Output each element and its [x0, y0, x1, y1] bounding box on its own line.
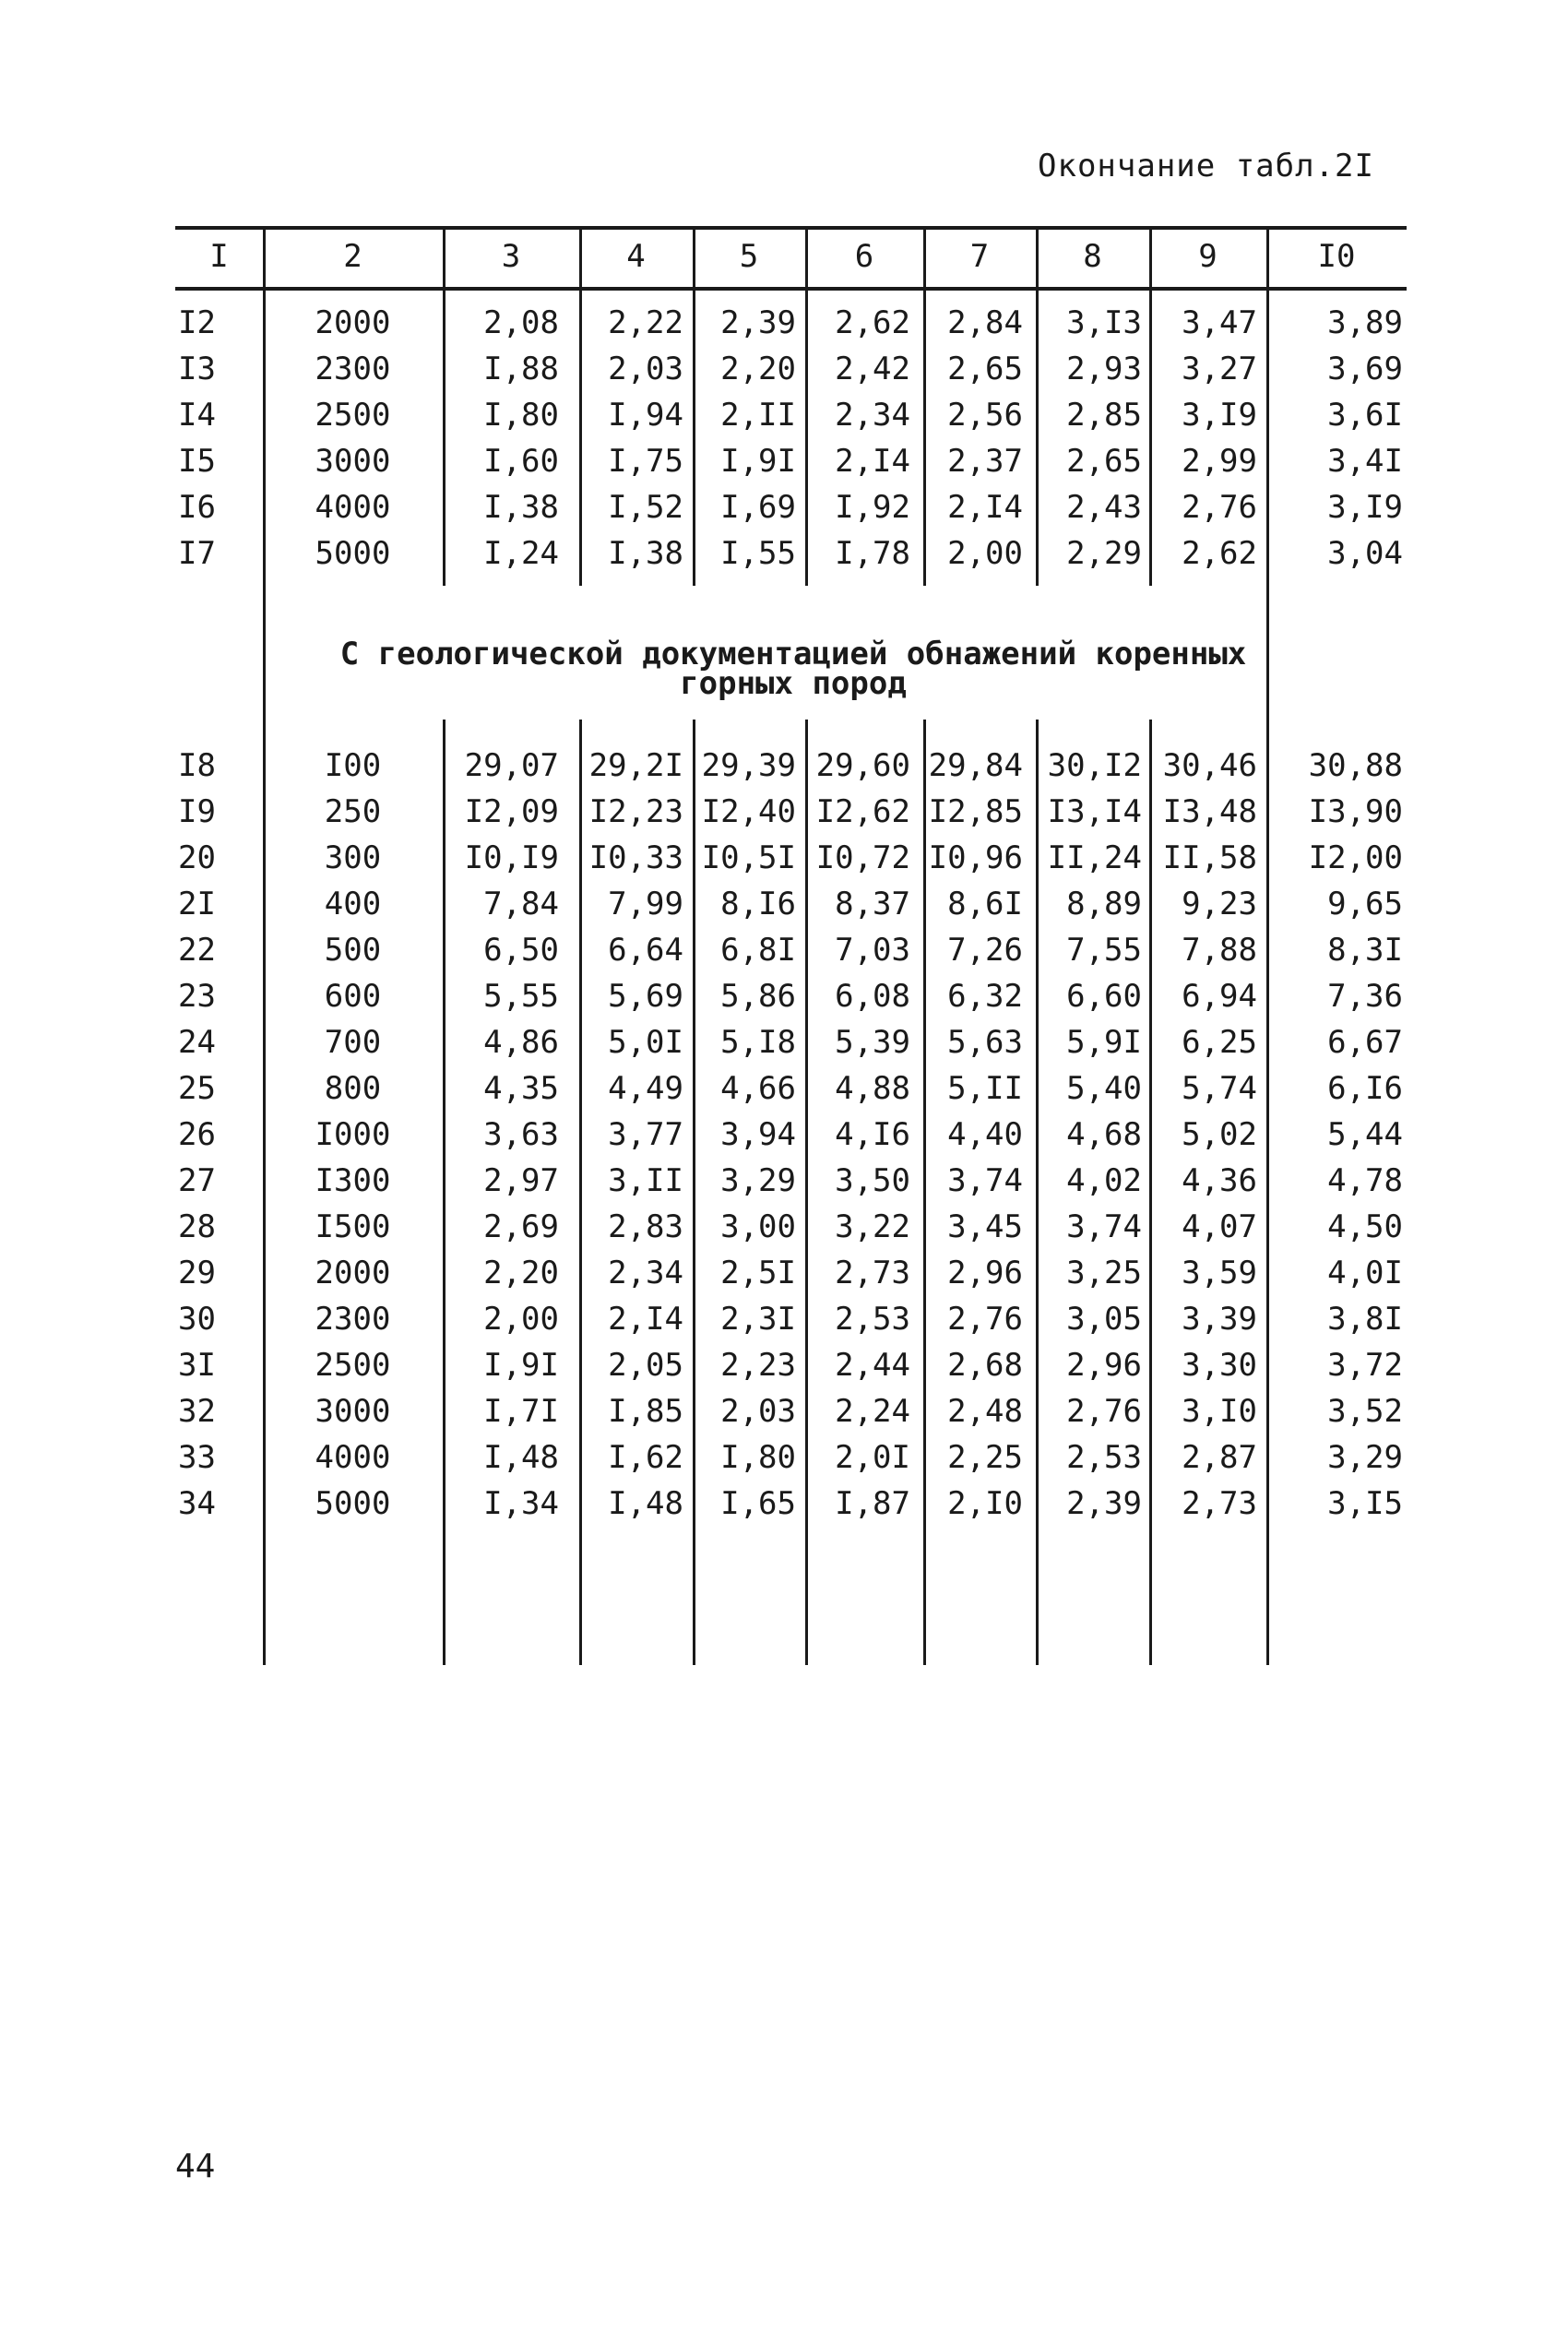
table-cell: 2,97: [483, 1162, 559, 1199]
table-cell: 6,8I: [720, 932, 796, 969]
column-header: 7: [969, 238, 990, 275]
table-cell: I,9I: [483, 1347, 559, 1384]
table-row: [175, 1158, 1407, 1204]
table-cell: 6,67: [1327, 1024, 1403, 1061]
table-cell: 8,I6: [720, 886, 796, 922]
table-cell: 30,I2: [1047, 747, 1142, 784]
table-cell: 2,43: [1066, 489, 1142, 526]
table-caption: Окончание табл.2I: [1038, 148, 1374, 184]
table-cell: 8,89: [1066, 886, 1142, 922]
table-cell: 2,65: [1066, 443, 1142, 480]
table-cell: 3,72: [1327, 1347, 1403, 1384]
table-cell: I,88: [483, 351, 559, 387]
table-cell: 3I: [178, 1347, 216, 1384]
table-cell: 4,49: [608, 1070, 683, 1107]
table-cell: 3,I3: [1066, 304, 1142, 341]
table-cell: I,87: [835, 1485, 910, 1522]
table-cell: I,38: [608, 535, 683, 572]
table-cell: 4,02: [1066, 1162, 1142, 1199]
table-cell: I3: [178, 351, 216, 387]
table-header: [175, 233, 1407, 280]
table-cell: I2,09: [464, 793, 559, 830]
table-cell: 2,20: [720, 351, 796, 387]
column-header: 4: [626, 238, 646, 275]
table-row: [175, 1481, 1407, 1527]
table-cell: I2,62: [815, 793, 910, 830]
table-row: [175, 881, 1407, 927]
section-title-line: С геологической документацией обнажений коренных: [339, 636, 1247, 672]
table-cell: 2I: [178, 886, 216, 922]
table-cell: I,60: [483, 443, 559, 480]
table-cell: 32: [178, 1393, 216, 1430]
table-row: [175, 346, 1407, 392]
table-cell: 6,32: [947, 978, 1023, 1015]
table-row: [175, 789, 1407, 835]
table-cell: 2,76: [1182, 489, 1257, 526]
table-header-rule: [175, 287, 1407, 291]
table-cell: 4,35: [483, 1070, 559, 1107]
table-cell: 22: [178, 932, 216, 969]
table-cell: I2,85: [928, 793, 1023, 830]
table-cell: I500: [315, 1208, 391, 1245]
table-cell: 2,20: [483, 1255, 559, 1291]
table-cell: 29: [178, 1255, 216, 1291]
table-cell: 2,00: [947, 535, 1023, 572]
table-cell: 23: [178, 978, 216, 1015]
table-cell: I,92: [835, 489, 910, 526]
table-cell: 24: [178, 1024, 216, 1061]
table-row: [175, 1342, 1407, 1388]
table-cell: 3,59: [1182, 1255, 1257, 1291]
table-cell: 5,39: [835, 1024, 910, 1061]
table-cell: 5,I8: [720, 1024, 796, 1061]
table-row: [175, 835, 1407, 881]
table-cell: 3,45: [947, 1208, 1023, 1245]
table-cell: 8,6I: [947, 886, 1023, 922]
table-cell: 29,84: [928, 747, 1023, 784]
table-cell: 800: [324, 1070, 382, 1107]
table-cell: 5,II: [947, 1070, 1023, 1107]
table-cell: 2000: [315, 1255, 391, 1291]
table-cell: 5,0I: [608, 1024, 683, 1061]
section-title: [332, 636, 1254, 702]
table-row: [175, 973, 1407, 1019]
table-cell: 2,73: [835, 1255, 910, 1291]
table-cell: 4,0I: [1327, 1255, 1403, 1291]
column-header: 3: [501, 238, 521, 275]
table-cell: 3,04: [1327, 535, 1403, 572]
table-cell: 3,00: [720, 1208, 796, 1245]
table-cell: I,52: [608, 489, 683, 526]
table-cell: 7,03: [835, 932, 910, 969]
table-cell: 2,08: [483, 304, 559, 341]
table-cell: 2,37: [947, 443, 1023, 480]
table-cell: 3000: [315, 443, 391, 480]
table-cell: 4,88: [835, 1070, 910, 1107]
table-cell: I8: [178, 747, 216, 784]
table-cell: 7,99: [608, 886, 683, 922]
table-cell: 3,50: [835, 1162, 910, 1199]
table-cell: 2,62: [835, 304, 910, 341]
table-cell: 4,07: [1182, 1208, 1257, 1245]
table-cell: I,78: [835, 535, 910, 572]
table-cell: 4,I6: [835, 1116, 910, 1153]
table-cell: 6,60: [1066, 978, 1142, 1015]
table-cell: 2,I0: [947, 1485, 1023, 1522]
table-cell: 27: [178, 1162, 216, 1199]
table-cell: I,48: [483, 1439, 559, 1476]
table-cell: 3,39: [1182, 1301, 1257, 1338]
table-cell: 2300: [315, 1301, 391, 1338]
column-header: 2: [343, 238, 362, 275]
table-cell: 3,69: [1327, 351, 1403, 387]
table-cell: 2,53: [1066, 1439, 1142, 1476]
table-cell: 600: [324, 978, 382, 1015]
table-cell: 6,08: [835, 978, 910, 1015]
table-cell: 2,I4: [947, 489, 1023, 526]
table-cell: 2,65: [947, 351, 1023, 387]
table-cell: 4,86: [483, 1024, 559, 1061]
table-cell: 2,39: [720, 304, 796, 341]
table-cell: I,80: [483, 397, 559, 434]
table-cell: 2,34: [835, 397, 910, 434]
table-cell: 2,39: [1066, 1485, 1142, 1522]
table-cell: 3,94: [720, 1116, 796, 1153]
table-cell: I,94: [608, 397, 683, 434]
table-cell: 7,88: [1182, 932, 1257, 969]
table-cell: 3,6I: [1327, 397, 1403, 434]
table-cell: 3,89: [1327, 304, 1403, 341]
table-cell: I0,72: [815, 839, 910, 876]
table-row: [175, 530, 1407, 577]
table-cell: 2500: [315, 1347, 391, 1384]
table-cell: I,48: [608, 1485, 683, 1522]
column-header: I0: [1317, 238, 1356, 275]
table-cell: 4000: [315, 1439, 391, 1476]
table-cell: I6: [178, 489, 216, 526]
table-cell: 2,I4: [608, 1301, 683, 1338]
table-cell: I,24: [483, 535, 559, 572]
table-cell: 3,22: [835, 1208, 910, 1245]
table-cell: 3,29: [1327, 1439, 1403, 1476]
table-cell: 3000: [315, 1393, 391, 1430]
table-cell: 7,84: [483, 886, 559, 922]
table-cell: 2,96: [947, 1255, 1023, 1291]
table-cell: 5,74: [1182, 1070, 1257, 1107]
table-cell: 5,44: [1327, 1116, 1403, 1153]
table-cell: II,24: [1047, 839, 1142, 876]
table-cell: I2,23: [588, 793, 683, 830]
table-row: [175, 1112, 1407, 1158]
table-cell: 2,3I: [720, 1301, 796, 1338]
table-cell: I,55: [720, 535, 796, 572]
table-cell: 2,03: [720, 1393, 796, 1430]
column-header: 8: [1083, 238, 1102, 275]
table-cell: 3,I0: [1182, 1393, 1257, 1430]
table-cell: 2,68: [947, 1347, 1023, 1384]
section-title-line: горных пород: [680, 665, 907, 702]
table-cell: 6,50: [483, 932, 559, 969]
table-cell: 29,39: [701, 747, 796, 784]
table-cell: 3,27: [1182, 351, 1257, 387]
table-cell: 2,I4: [835, 443, 910, 480]
column-header: 5: [739, 238, 759, 275]
table-cell: 25: [178, 1070, 216, 1107]
table-cell: 9,65: [1327, 886, 1403, 922]
table-cell: 3,77: [608, 1116, 683, 1153]
table-cell: 2,03: [608, 351, 683, 387]
table-cell: 2,34: [608, 1255, 683, 1291]
table-row: [175, 743, 1407, 789]
table-cell: 2,87: [1182, 1439, 1257, 1476]
table-cell: 3,II: [608, 1162, 683, 1199]
table-cell: I,69: [720, 489, 796, 526]
table-cell: 5,69: [608, 978, 683, 1015]
table-cell: 6,25: [1182, 1024, 1257, 1061]
table-cell: 2,93: [1066, 351, 1142, 387]
table-cell: I7: [178, 535, 216, 572]
column-header: 6: [854, 238, 874, 275]
table-cell: 4,50: [1327, 1208, 1403, 1245]
table-row: [175, 1065, 1407, 1112]
table-cell: I2,00: [1308, 839, 1403, 876]
table-cell: 6,I6: [1327, 1070, 1403, 1107]
table-cell: 20: [178, 839, 216, 876]
table-cell: 700: [324, 1024, 382, 1061]
table-cell: 2300: [315, 351, 391, 387]
table-cell: I,80: [720, 1439, 796, 1476]
table-cell: 2,53: [835, 1301, 910, 1338]
table-cell: 9,23: [1182, 886, 1257, 922]
column-header: 9: [1198, 238, 1218, 275]
table-cell: 2,00: [483, 1301, 559, 1338]
table-row: [175, 392, 1407, 438]
table-cell: I,7I: [483, 1393, 559, 1430]
table-cell: I9: [178, 793, 216, 830]
table-cell: I3,48: [1162, 793, 1257, 830]
table-cell: 2,44: [835, 1347, 910, 1384]
table-cell: 2,48: [947, 1393, 1023, 1430]
table-cell: 7,55: [1066, 932, 1142, 969]
table-cell: I00: [324, 747, 382, 784]
table-cell: 2,29: [1066, 535, 1142, 572]
table-cell: 2,25: [947, 1439, 1023, 1476]
table-cell: 4,68: [1066, 1116, 1142, 1153]
table-cell: 2,84: [947, 304, 1023, 341]
table-cell: 2,22: [608, 304, 683, 341]
table-cell: 34: [178, 1485, 216, 1522]
table-cell: I0,I9: [464, 839, 559, 876]
table-cell: I,65: [720, 1485, 796, 1522]
table-cell: I000: [315, 1116, 391, 1153]
table-cell: 3,29: [720, 1162, 796, 1199]
page-number: 44: [175, 2148, 216, 2185]
table-cell: I0,96: [928, 839, 1023, 876]
table-cell: 2,05: [608, 1347, 683, 1384]
table-cell: 28: [178, 1208, 216, 1245]
table-cell: 2,23: [720, 1347, 796, 1384]
table-cell: I0,5I: [701, 839, 796, 876]
table-row: [175, 438, 1407, 484]
table-cell: 8,37: [835, 886, 910, 922]
table-cell: 2,69: [483, 1208, 559, 1245]
table-cell: I4: [178, 397, 216, 434]
table-cell: 29,07: [464, 747, 559, 784]
table-cell: I,9I: [720, 443, 796, 480]
table-cell: 2000: [315, 304, 391, 341]
table-cell: 250: [324, 793, 382, 830]
table-cell: 400: [324, 886, 382, 922]
table-cell: 4,66: [720, 1070, 796, 1107]
table-cell: 5000: [315, 1485, 391, 1522]
table-cell: I,38: [483, 489, 559, 526]
table-cell: 2,85: [1066, 397, 1142, 434]
table-cell: 3,I5: [1327, 1485, 1403, 1522]
table-cell: 29,60: [815, 747, 910, 784]
table-cell: 3,52: [1327, 1393, 1403, 1430]
table-cell: 4000: [315, 489, 391, 526]
table-cell: 6,64: [608, 932, 683, 969]
table-cell: 4,78: [1327, 1162, 1403, 1199]
table-cell: 3,05: [1066, 1301, 1142, 1338]
table-cell: I2: [178, 304, 216, 341]
table-cell: 2,73: [1182, 1485, 1257, 1522]
table-cell: 2,99: [1182, 443, 1257, 480]
table-cell: 500: [324, 932, 382, 969]
table-cell: 3,74: [947, 1162, 1023, 1199]
data-table: [175, 226, 1407, 1665]
table-cell: 5,86: [720, 978, 796, 1015]
table-cell: 3,74: [1066, 1208, 1142, 1245]
table-cell: I5: [178, 443, 216, 480]
table-cell: I,34: [483, 1485, 559, 1522]
table-cell: 6,94: [1182, 978, 1257, 1015]
table-cell: 5,55: [483, 978, 559, 1015]
table-cell: I,62: [608, 1439, 683, 1476]
table-cell: 4,36: [1182, 1162, 1257, 1199]
table-cell: 3,I9: [1327, 489, 1403, 526]
table-cell: 2,76: [1066, 1393, 1142, 1430]
table-row: [175, 927, 1407, 973]
table-cell: I,85: [608, 1393, 683, 1430]
table-cell: 33: [178, 1439, 216, 1476]
table-cell: I3,I4: [1047, 793, 1142, 830]
table-cell: 2,5I: [720, 1255, 796, 1291]
table-row: [175, 1250, 1407, 1296]
table-row: [175, 484, 1407, 530]
table-row: [175, 1019, 1407, 1065]
table-cell: 2,56: [947, 397, 1023, 434]
table-top-rule: [175, 226, 1407, 230]
table-cell: 29,2I: [588, 747, 683, 784]
table-cell: 3,30: [1182, 1347, 1257, 1384]
table-cell: 3,I9: [1182, 397, 1257, 434]
table-cell: II,58: [1162, 839, 1257, 876]
column-header: I: [209, 238, 229, 275]
table-cell: 3,63: [483, 1116, 559, 1153]
table-cell: 5,40: [1066, 1070, 1142, 1107]
table-cell: 2,24: [835, 1393, 910, 1430]
table-cell: 2,96: [1066, 1347, 1142, 1384]
table-cell: 30,88: [1308, 747, 1403, 784]
table-cell: I0,33: [588, 839, 683, 876]
table-cell: 2,83: [608, 1208, 683, 1245]
table-cell: 5000: [315, 535, 391, 572]
table-cell: 2,42: [835, 351, 910, 387]
table-row: [175, 1434, 1407, 1481]
table-cell: 5,63: [947, 1024, 1023, 1061]
table-cell: 2500: [315, 397, 391, 434]
table-cell: I300: [315, 1162, 391, 1199]
table-row: [175, 300, 1407, 346]
table-cell: 3,47: [1182, 304, 1257, 341]
table-cell: 7,36: [1327, 978, 1403, 1015]
table-cell: 26: [178, 1116, 216, 1153]
table-cell: 5,9I: [1066, 1024, 1142, 1061]
table-cell: I2,40: [701, 793, 796, 830]
table-cell: 8,3I: [1327, 932, 1403, 969]
table-cell: 2,II: [720, 397, 796, 434]
table-row: [175, 1204, 1407, 1250]
table-cell: I3,90: [1308, 793, 1403, 830]
table-cell: 7,26: [947, 932, 1023, 969]
table-cell: 2,0I: [835, 1439, 910, 1476]
table-cell: 30,46: [1162, 747, 1257, 784]
table-cell: 300: [324, 839, 382, 876]
table-cell: 2,76: [947, 1301, 1023, 1338]
table-cell: 30: [178, 1301, 216, 1338]
table-cell: 5,02: [1182, 1116, 1257, 1153]
table-cell: I,75: [608, 443, 683, 480]
table-row: [175, 1388, 1407, 1434]
table-row: [175, 1296, 1407, 1342]
table-cell: 3,4I: [1327, 443, 1403, 480]
table-cell: 4,40: [947, 1116, 1023, 1153]
table-cell: 3,25: [1066, 1255, 1142, 1291]
table-cell: 3,8I: [1327, 1301, 1403, 1338]
table-cell: 2,62: [1182, 535, 1257, 572]
